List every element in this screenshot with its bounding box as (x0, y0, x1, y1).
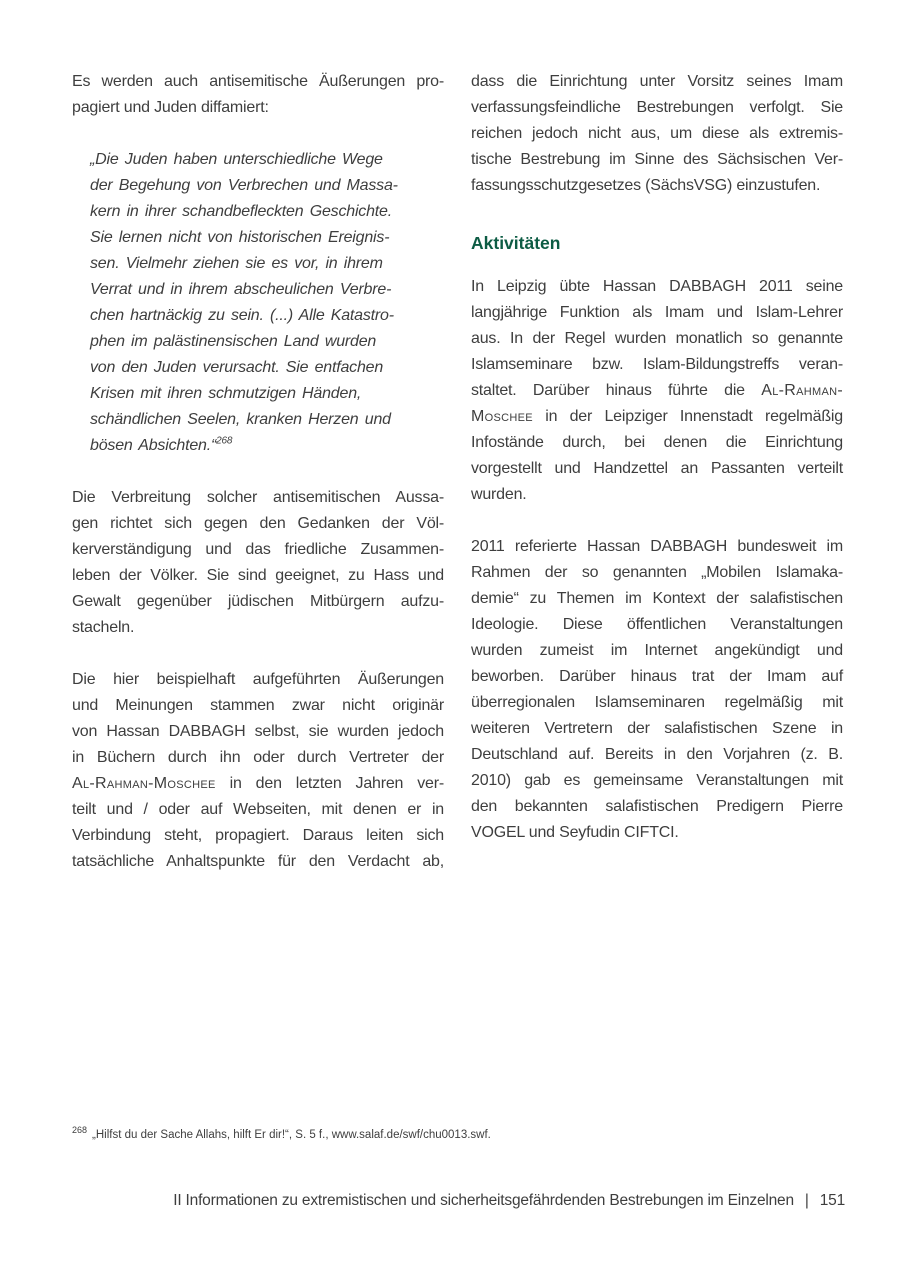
text-line: überregionalen Islamseminaren regelmäßig mit (471, 694, 843, 711)
text-line: schändlichen Seelen, kranken Herzen und (90, 411, 391, 428)
footer-separator: | (804, 1192, 809, 1209)
text-line: Moschee in der Leipziger Innenstadt regelmäßig (471, 408, 843, 425)
body-paragraph (471, 69, 843, 199)
text-column-right (471, 69, 843, 901)
text-line: kerverständigung und das friedliche Zusammen- (72, 541, 444, 558)
text-line: beworben. Darüber hinaus trat der Imam auf (471, 668, 843, 685)
text-line: der Begehung von Verbrechen und Massa- (90, 177, 398, 194)
text-line: 2010) gab es gemeinsame Veranstaltungen mit (471, 772, 843, 789)
text-line: bösen Absichten.“$^{268}$ (90, 435, 233, 454)
text-line: kern in ihrer schandbefleckten Geschichte. (90, 203, 392, 220)
text-line: Infostände durch, bei denen die Einrichtung (471, 434, 843, 451)
text-line: Die hier beispielhaft aufgeführten Äußerungen (72, 671, 444, 688)
footnote-reference: 268 (216, 435, 233, 447)
small-caps-name: Al-Rahman- (761, 382, 843, 399)
footnote-text: „Hilfst du der Sache Allahs, hilft Er dir!“, S. 5 f., www.salaf.de/swf/chu0013.swf. (92, 1128, 491, 1141)
text-line: Sie lernen nicht von historischen Ereignis- (90, 229, 390, 246)
text-line: Islamseminare bzw. Islam-Bildungstreffs veran- (471, 356, 843, 373)
text-line: Verbindung steht, propagiert. Daraus leiten sich (72, 827, 444, 844)
text-line: chen hartnäckig zu sein. (...) Alle Katastro- (90, 307, 394, 324)
body-paragraph (471, 534, 843, 846)
footnote (72, 1122, 491, 1143)
footer-chapter-title: II Informationen zu extremistischen und sicherheitsgefährdenden Bestrebungen im Einzelnen (173, 1192, 794, 1209)
small-caps-name: Moschee (471, 408, 533, 425)
text-line: von Hassan DABBAGH selbst, sie wurden jedoch (72, 723, 444, 740)
text-line: Es werden auch antisemitische Äußerungen pro- (72, 73, 444, 90)
block-quote (72, 147, 444, 459)
text-line: in Büchern durch ihn oder durch Vertreter der (72, 749, 444, 766)
section-heading: Aktivitäten (471, 233, 561, 253)
page-footer (173, 1192, 845, 1210)
text-line: sen. Vielmehr ziehen sie es vor, in ihrem (90, 255, 383, 272)
text-line: tatsächliche Anhaltspunkte für den Verdacht ab, (72, 853, 444, 870)
text-line: tische Bestrebung im Sinne des Sächsischen Ver- (471, 151, 843, 168)
text-line: demie“ zu Themen im Kontext der salafistischen (471, 590, 843, 607)
text-line: VOGEL und Seyfudin CIFTCI. (471, 824, 679, 841)
text-line: Rahmen der so genannten „Mobilen Islamaka- (471, 564, 843, 581)
text-line: Ideologie. Diese öffentlichen Veranstaltungen (471, 616, 843, 633)
text-line: teilt und / oder auf Webseiten, mit denen er in (72, 801, 444, 818)
text-line: Krisen mit ihren schmutzigen Händen, (90, 385, 362, 402)
text-line: stacheln. (72, 619, 135, 636)
footnote-marker: 268 (72, 1125, 88, 1135)
text-line: dass die Einrichtung unter Vorsitz seines Imam (471, 73, 843, 90)
text-line: und Meinungen stammen zwar nicht originär (72, 697, 444, 714)
body-paragraph (72, 485, 444, 641)
text-line: Al-Rahman-Moschee in den letzten Jahren ver- (72, 775, 444, 792)
text-line: pagiert und Juden diffamiert: (72, 99, 269, 116)
footer-page-number: 151 (819, 1192, 845, 1209)
text-line: Gewalt gegenüber jüdischen Mitbürgern aufzu- (72, 593, 444, 610)
text-line: reichen jedoch nicht aus, um diese als extremis- (471, 125, 843, 142)
text-line: Die Verbreitung solcher antisemitischen Aussa- (72, 489, 444, 506)
text-line: den bekannten salafistischen Predigern Pierre (471, 798, 843, 815)
text-line: phen im palästinensischen Land wurden (90, 333, 377, 350)
text-line: In Leipzig übte Hassan DABBAGH 2011 seine (471, 278, 843, 295)
text-line: Verrat und in ihrem abscheulichen Verbre- (90, 281, 392, 298)
text-line: 2011 referierte Hassan DABBAGH bundesweit im (471, 538, 843, 555)
text-line: fassungsschutzgesetzes (SächsVSG) einzustufen. (471, 177, 821, 194)
text-line: wurden. (471, 486, 527, 503)
text-line: langjährige Funktion als Imam und Islam-Lehrer (471, 304, 843, 321)
small-caps-name: Al-Rahman-Moschee (72, 775, 216, 792)
text-line: weiteren Vertretern der salafistischen Szene in (471, 720, 843, 737)
body-paragraph (471, 274, 843, 508)
text-line: gen richtet sich gegen den Gedanken der Völ- (72, 515, 444, 532)
body-paragraph (72, 69, 444, 121)
text-column-left (72, 69, 444, 901)
text-line: Deutschland auf. Bereits in den Vorjahren (z. B. (471, 746, 843, 763)
body-paragraph (72, 667, 444, 875)
text-line: vorgestellt und Handzettel an Passanten verteilt (471, 460, 843, 477)
text-line: verfassungsfeindliche Bestrebungen verfolgt. Sie (471, 99, 843, 116)
text-line: von den Juden verursacht. Sie entfachen (90, 359, 384, 376)
text-line: staltet. Darüber hinaus führte die Al-Rahman- (471, 382, 843, 399)
text-line: aus. In der Regel wurden monatlich so genannte (471, 330, 843, 347)
text-line: leben der Völker. Sie sind geeignet, zu Hass und (72, 567, 444, 584)
text-line: wurden zumeist im Internet angekündigt und (471, 642, 843, 659)
text-line: „Die Juden haben unterschiedliche Wege (90, 151, 383, 168)
two-column-text-area (72, 69, 843, 901)
